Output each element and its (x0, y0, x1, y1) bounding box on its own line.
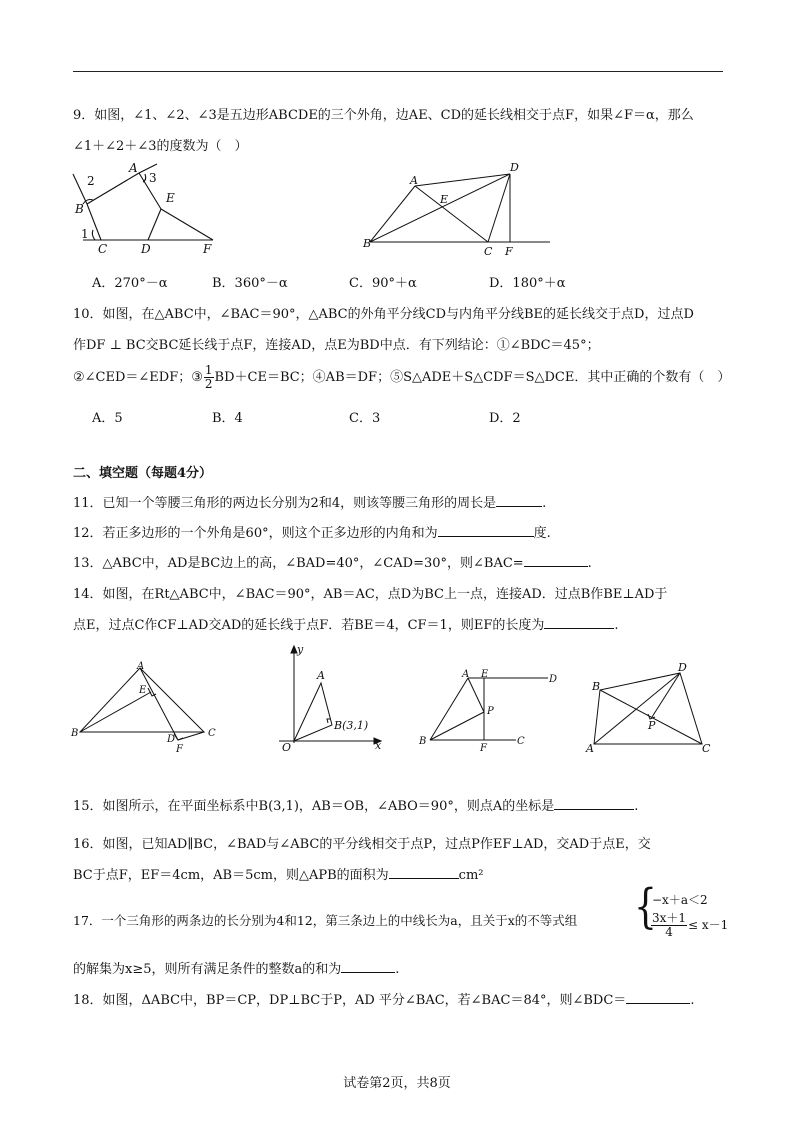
q11 (73, 492, 546, 511)
f15-label-A: A (317, 669, 325, 682)
q9-fig1-label-A: A (129, 161, 138, 175)
q12-answer-blank[interactable] (438, 524, 534, 537)
q9-fig1-label-F: F (203, 242, 212, 256)
q16-unit: cm² (458, 868, 484, 883)
q9-fig1-angle-1: 1 (81, 227, 89, 241)
f15-label-B: B(3,1) (334, 719, 369, 732)
q9-fig2-label-C: C (484, 245, 493, 258)
q9-fig2-label-F: F (505, 245, 513, 258)
f14-label-C: C (208, 728, 216, 739)
q11-answer-blank[interactable] (496, 494, 542, 507)
q9-fig1-label-C: C (98, 242, 108, 256)
q10-fraction (204, 364, 214, 391)
q13-end: . (587, 556, 592, 571)
q9-fig1-label-D: D (141, 242, 151, 256)
q9-fig1-label-E: E (166, 191, 175, 205)
q15-text: 15．如图所示，在平面坐标系中B(3,1)，AB＝OB，∠ABO＝90°，则点A的坐标是 (73, 799, 555, 814)
q9-option-c: C．90°＋α (349, 276, 417, 291)
q10-line3 (73, 364, 730, 391)
q17-line1: 17．一个三角形的两条边的长分别为4和12，第三条边上的中线长为a，且关于x的不等式组 (73, 913, 578, 928)
section-heading: 二、填空题（每题4分） (73, 466, 213, 481)
q13-answer-blank[interactable] (524, 554, 588, 567)
q13-text: 13．△ABC中，AD是BC边上的高，∠BAD=40°，∠CAD=30°，则∠BAC= (73, 556, 524, 571)
q9-figure-quadrilateral (360, 160, 560, 260)
q10-option-a: A．5 (92, 411, 123, 426)
q9-fig1-angle-2: 2 (87, 174, 95, 188)
q9-option-b: B．360°－α (212, 276, 288, 291)
f16-label-B: B (419, 736, 427, 747)
f14-label-E: E (139, 685, 147, 696)
q17-end: . (395, 962, 400, 977)
q9-figure-pentagon (65, 160, 225, 260)
f16-label-C: C (517, 736, 525, 747)
q10-line1: 10．如图，在△ABC中，∠BAC＝90°，△ABC的外角平分线CD与内角平分线BE的延长线交于点D，过点D (73, 307, 694, 322)
q17-fraction (651, 912, 687, 939)
q16-line1: 16．如图，已知AD∥BC，∠BAD与∠ABC的平分线相交于点P，过点P作EF⊥AD，交AD于点E，交 (73, 837, 651, 852)
q10-frac-den: 2 (204, 377, 213, 391)
q9-fig1-angle-3: 3 (149, 171, 157, 185)
q12-end: 度. (533, 526, 551, 541)
q17-system-line2 (650, 912, 728, 939)
q11-text: 11．已知一个等腰三角形的两边长分别为2和4，则该等腰三角形的周长是 (73, 496, 497, 511)
f14-label-F: F (176, 744, 183, 755)
f14-label-B: B (71, 728, 79, 739)
q14-line1: 14．如图，在Rt△ABC中，∠BAC＝90°，AB＝AC，点D为BC上一点，连接AD．过点B作BE⊥AD于 (73, 587, 668, 602)
q13 (73, 552, 592, 571)
q14-line2-wrap (73, 614, 618, 633)
q17-line2-wrap (73, 958, 399, 977)
q10-option-c: C．3 (349, 411, 381, 426)
q15-end: . (634, 799, 639, 814)
f14-label-D: D (167, 734, 176, 745)
q10-line2: 作DF ⊥ BC交BC延长线于点F，连接AD，点E为BD中点．有下列结论：①∠BDC＝45°； (73, 338, 600, 353)
q10-line3-end: BD＋CE＝BC；④AB＝DF；⑤S△ADE＋S△CDF＝S△DCE．其中正确的个数有（ ） (214, 370, 731, 385)
f15-label-O: O (282, 741, 292, 754)
f16-label-F: F (480, 743, 487, 753)
f18-label-C: C (702, 742, 711, 755)
f16-label-P: P (487, 706, 494, 717)
q16-figure (416, 668, 566, 753)
q14-figure (68, 660, 218, 755)
q10-option-b: B．4 (212, 411, 243, 426)
q12 (73, 522, 551, 541)
q14-end: . (614, 618, 619, 633)
f15-label-x: x (375, 739, 382, 752)
q18-answer-blank[interactable] (626, 991, 690, 1004)
q18-figure (582, 658, 722, 756)
q9-option-a: A．270°－α (92, 276, 168, 291)
q18-end: . (690, 993, 695, 1008)
q10-line3-start: ②∠CED＝∠EDF；③ (73, 370, 203, 385)
f18-label-P: P (648, 719, 656, 732)
q12-text: 12．若正多边形的一个外角是60°，则这个正多边形的内角和为 (73, 526, 438, 541)
q9-line1: 9．如图，∠1、∠2、∠3是五边形ABCDE的三个外角，边AE、CD的延长线相交于点F，如果∠F＝α，那么 (73, 108, 694, 123)
q15-answer-blank[interactable] (554, 797, 634, 810)
q17-system-rest: ≤ x－1 (688, 918, 729, 932)
q14-line2: 点E，过点C作CF⊥AD交AD的延长线于点F．若BE＝4，CF＝1，则EF的长度为 (73, 618, 545, 633)
q9-line2: ∠1＋∠2＋∠3的度数为（ ） (73, 139, 248, 154)
q14-answer-blank[interactable] (544, 616, 614, 629)
q15-figure (244, 643, 389, 755)
q10-frac-num: 1 (204, 363, 213, 377)
q18 (73, 989, 694, 1008)
q17-brace: { (634, 880, 657, 934)
f18-label-B: B (592, 680, 601, 693)
f16-label-D: D (549, 674, 558, 685)
q9-fig2-label-E: E (440, 193, 449, 206)
q9-fig1-label-B: B (75, 202, 84, 216)
q17-frac-den: 4 (665, 925, 673, 939)
page-footer: 试卷第2页，共8页 (343, 1076, 451, 1091)
q15 (73, 795, 638, 814)
f14-label-A: A (137, 661, 145, 672)
q17-answer-blank[interactable] (341, 960, 395, 973)
q10-option-d: D．2 (489, 411, 521, 426)
f18-label-D: D (678, 661, 687, 674)
q18-text: 18．如图，ΔABC中，BP＝CP，DP⊥BC于P，AD 平分∠BAC，若∠BAC＝84°，则∠BDC＝ (73, 993, 627, 1008)
q9-fig2-label-B: B (363, 237, 372, 250)
q17-system-line1: −x＋a＜2 (652, 893, 708, 907)
f16-label-A: A (462, 669, 470, 680)
q9-fig2-label-A: A (410, 174, 418, 187)
f15-label-y: y (297, 643, 304, 656)
q11-end: . (542, 496, 547, 511)
q16-line2-wrap (73, 864, 484, 883)
q16-line2: BC于点F，EF＝4cm，AB＝5cm，则△APB的面积为 (73, 868, 389, 883)
q16-answer-blank[interactable] (389, 866, 459, 879)
q9-option-d: D．180°＋α (489, 276, 566, 291)
f16-label-E: E (481, 669, 489, 680)
q17-line2: 的解集为x≥5，则所有满足条件的整数a的和为 (73, 962, 342, 977)
q17-frac-num: 3x＋1 (652, 911, 687, 925)
f18-label-A: A (586, 742, 594, 755)
q9-fig2-label-D: D (510, 161, 519, 174)
header-rule (73, 71, 723, 72)
